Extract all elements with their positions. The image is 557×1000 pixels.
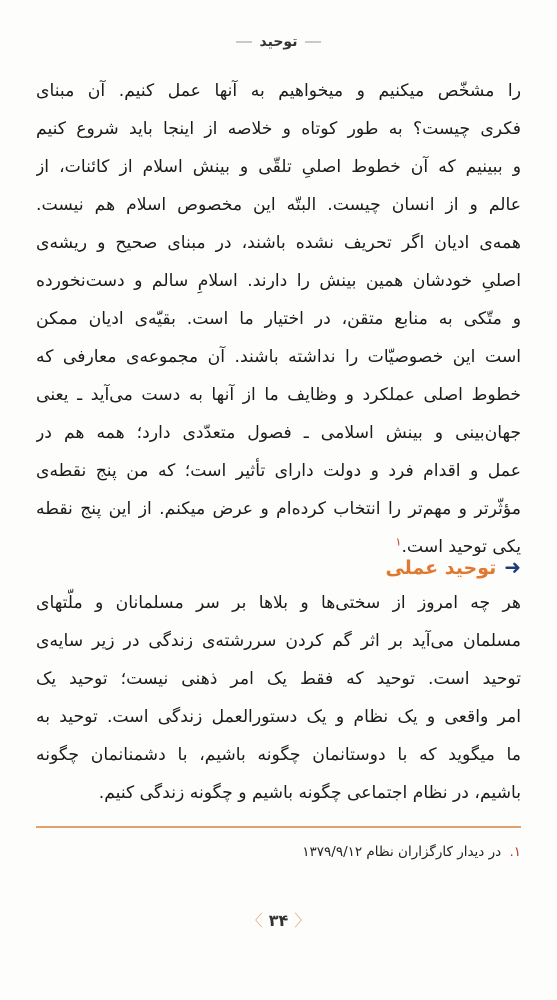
- paragraph-1-line: مؤثّرتر و مهم‌تر را انتخاب کرده‌ام و عرض میکنم. از این پنج نقطه: [36, 499, 521, 519]
- paragraph-2-line: توحید است. توحید که فقط یک امر ذهنی نیست؛ توحید یک: [36, 669, 521, 689]
- footnote: [36, 840, 521, 864]
- paragraph-1-line: و متّکی به منابع متقن، در اختیار ما است. بقیّه‌ی ادیان ممکن: [36, 309, 521, 329]
- paragraph-1: [36, 72, 521, 566]
- paragraph-2: [36, 584, 521, 812]
- footnote-number: ۱.: [509, 844, 521, 860]
- paragraph-1-line: است این خصوصیّات را نداشته باشند. آن مجموعه‌ی معارفی که: [36, 347, 521, 367]
- paragraph-1-line: را مشخّص میکنیم و میخواهیم به آنها عمل کنیم. آن مبنای: [36, 81, 521, 101]
- paragraph-2-last-line: باشیم، در نظام اجتماعی چگونه باشیم و چگونه زندگی کنیم.: [98, 783, 521, 803]
- paragraph-2-line: مسلمان می‌آید بر اثر گم کردن سررشته‌ی زندگی در زیر سایه‌ی: [36, 631, 521, 651]
- footnote-reference[interactable]: ۱: [395, 535, 402, 549]
- header-dash-right: [305, 41, 321, 43]
- paragraph-1-line: فکری چیست؟ به طور کوتاه و خلاصه از اینجا باید شروع کنیم: [36, 119, 521, 139]
- page-number-value: ۳۴: [268, 911, 289, 930]
- chevron-left-icon: 〈: [246, 911, 263, 930]
- running-title: توحید: [259, 34, 298, 50]
- header-dash-left: [236, 41, 252, 43]
- paragraph-1-line: همه‌ی ادیان اگر تحریف نشده باشند، در مبنای صحیح و ریشه‌ی: [36, 233, 521, 253]
- paragraph-1-line: عالم و از انسان چیست. البتّه این مخصوص اسلام هم نیست.: [36, 195, 521, 215]
- paragraph-1-line: عمل و اقدام فرد و دولت دارای تأثیر است؛ که من پنج نقطه‌ی: [36, 461, 521, 481]
- arrow-icon: ➜: [504, 555, 521, 579]
- running-head: [0, 34, 557, 50]
- paragraph-1-line: خطوط اصلی عملکرد و وظایف ما از آنها به دست می‌آید ـ یعنی: [36, 385, 521, 405]
- paragraph-2-line: هر چه امروز از سختی‌ها و بلاها بر سر مسلمانان و ملّتهای: [36, 593, 521, 613]
- footnote-text: در دیدار کارگزاران نظام ۱۳۷۹/۹/۱۲: [302, 844, 502, 860]
- page-number: [0, 908, 557, 931]
- section-heading: [36, 550, 521, 584]
- paragraph-1-line: جهان‌بینی و بینش اسلامی ـ فصول متعدّدی دارد؛ همه هم در: [36, 423, 521, 443]
- paragraph-2-line: ما میگوید که با دوستانمان چگونه باشیم، با دشمنانمان چگونه: [36, 745, 521, 765]
- chevron-right-icon: 〉: [294, 911, 311, 930]
- paragraph-1-last-text: یکی توحید است.: [401, 537, 521, 557]
- paragraph-1-line: اصلیِ خودشان همین بینش را دارند. اسلامِ سالم و دست‌نخورده: [36, 271, 521, 291]
- footnote-divider: [36, 826, 521, 828]
- paragraph-1-line: و ببینیم که آن خطوط اصلیِ تلقّی و بینش اسلام از کائنات، از: [36, 157, 521, 177]
- section-title: توحید عملی: [385, 557, 497, 579]
- paragraph-2-line: امر واقعی و یک نظام و یک دستورالعمل زندگی است. توحید به: [36, 707, 521, 727]
